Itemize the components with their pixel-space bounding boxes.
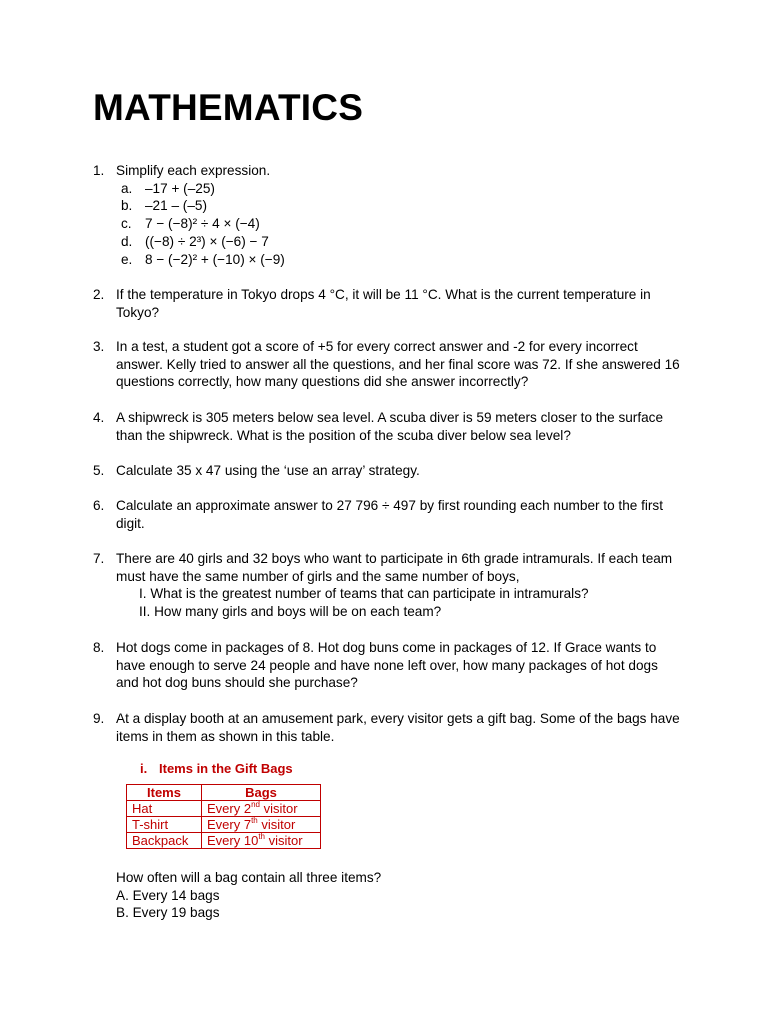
- followup-question: How often will a bag contain all three items?: [116, 870, 382, 885]
- question-text: In a test, a student got a score of +5 for every correct answer and -2 for every incorrect answer. Kelly tried to answer all the questions, and her final score was 72. If she answered 16 questions correctly, how many questions did she answer incorrectly?: [116, 339, 680, 390]
- question-number: 9.: [93, 711, 105, 726]
- question-text: There are 40 girls and 32 boys who want to participate in 6th grade intramurals. If each team must have the same number of girls and the same number of boys,: [116, 551, 673, 584]
- item-cell: T-shirt: [127, 817, 202, 833]
- sub-item-b: b. –21 – (–5): [121, 198, 207, 214]
- question-number: 4.: [93, 410, 105, 425]
- question-number: 6.: [93, 498, 105, 513]
- option-b: B. Every 19 bags: [116, 905, 220, 921]
- question-number: 7.: [93, 551, 105, 566]
- page-title: MATHEMATICS: [93, 87, 364, 128]
- question-text: If the temperature in Tokyo drops 4 °C, it will be 11 °C. What is the current temperature in Tokyo?: [116, 287, 651, 320]
- table-row: [127, 817, 321, 833]
- gift-bags-table: [126, 784, 321, 849]
- question-text: Hot dogs come in packages of 8. Hot dog buns come in packages of 12. If Grace wants to have enough to serve 24 people and have none left over, how many packages of hot dogs and hot dog buns should she purchase?: [116, 640, 658, 691]
- question-7: [93, 550, 683, 621]
- header-items: Items: [127, 785, 202, 801]
- sub-question-2: II. How many girls and boys will be on each team?: [139, 604, 442, 620]
- question-text: Calculate 35 x 47 using the ‘use an array’ strategy.: [116, 463, 420, 478]
- question-text: Calculate an approximate answer to 27 796 ÷ 497 by first rounding each number to the first digit.: [116, 498, 663, 531]
- caption-number: i.: [140, 761, 148, 776]
- sub-item-a: a. –17 + (–25): [121, 180, 215, 196]
- table-caption: [140, 761, 293, 776]
- question-text: At a display booth at an amusement park, every visitor gets a gift bag. Some of the bags have items in them as shown in this table.: [116, 711, 680, 744]
- question-text: Simplify each expression.: [116, 163, 271, 178]
- option-a: A. Every 14 bags: [116, 887, 220, 903]
- question-2: [93, 286, 683, 321]
- bags-cell: Every 2nd visitor: [202, 801, 321, 817]
- question-6: [93, 497, 683, 532]
- table-header-row: [127, 785, 321, 801]
- header-bags: Bags: [202, 785, 321, 801]
- item-cell: Backpack: [127, 833, 202, 849]
- question-4: [93, 409, 683, 444]
- item-cell: Hat: [127, 801, 202, 817]
- question-1: [93, 162, 683, 268]
- sub-item-e: e. 8 − (−2)² + (−10) × (−9): [121, 251, 285, 267]
- question-number: 3.: [93, 339, 105, 354]
- bags-cell: Every 7th visitor: [202, 817, 321, 833]
- question-5: [93, 462, 683, 480]
- question-9-followup: [93, 869, 683, 922]
- question-number: 8.: [93, 640, 105, 655]
- caption-text: Items in the Gift Bags: [159, 761, 293, 776]
- question-number: 1.: [93, 163, 105, 178]
- bags-cell: Every 10th visitor: [202, 833, 321, 849]
- question-8: [93, 639, 683, 692]
- question-text: A shipwreck is 305 meters below sea level. A scuba diver is 59 meters closer to the surface than the shipwreck. What is the position of the scuba diver below sea level?: [116, 410, 664, 443]
- sub-item-d: d. ((−8) ÷ 2³) × (−6) − 7: [121, 233, 269, 249]
- question-3: [93, 338, 683, 391]
- question-number: 5.: [93, 463, 105, 478]
- question-9: [93, 710, 683, 745]
- question-number: 2.: [93, 287, 105, 302]
- sub-question-1: I. What is the greatest number of teams that can participate in intramurals?: [139, 586, 589, 602]
- sub-item-c: c. 7 − (−8)² ÷ 4 × (−4): [121, 216, 260, 232]
- table-row: [127, 801, 321, 817]
- table-row: [127, 833, 321, 849]
